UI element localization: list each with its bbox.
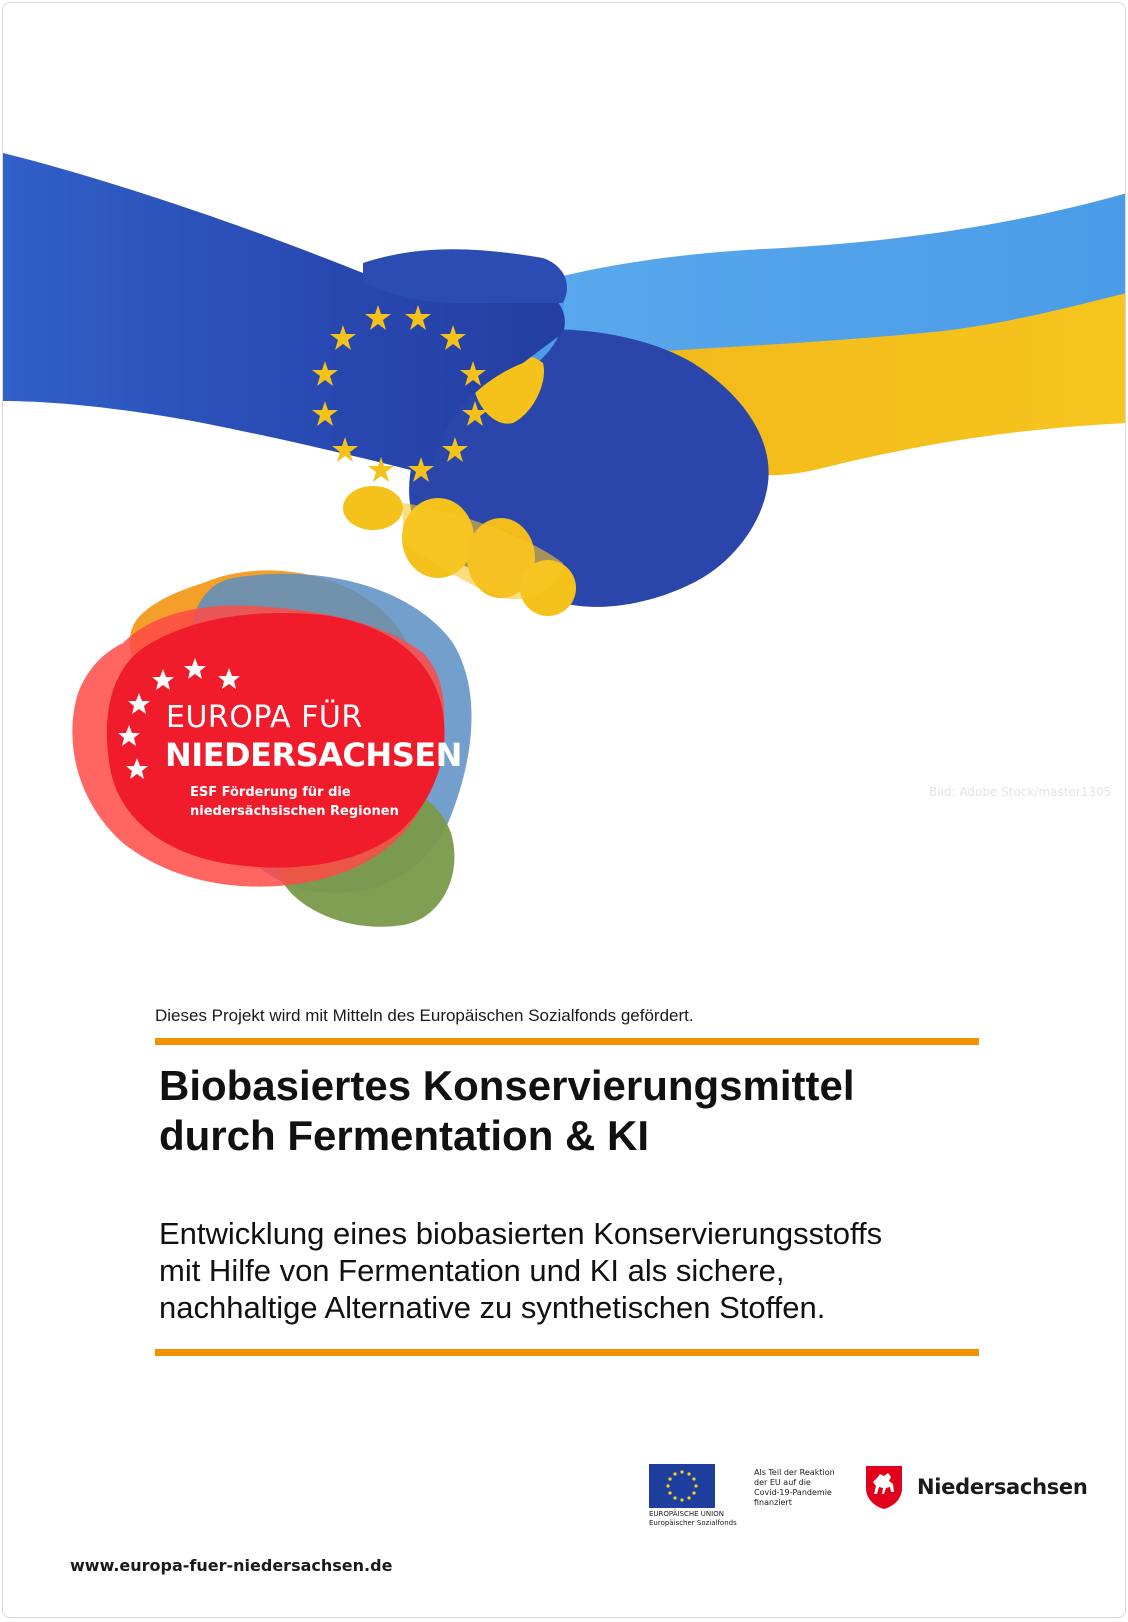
image-credit: Bild: Adobe Stock/master1305 [929, 785, 1112, 799]
eu-caption-fund: Europäischer Sozialfonds [649, 1519, 737, 1527]
covid-funding-note [754, 1468, 849, 1508]
covid-line2: der EU auf die [754, 1478, 811, 1487]
niedersachsen-crest-icon [864, 1464, 904, 1510]
eu-caption-union: EUROPÄISCHE UNION [649, 1510, 724, 1518]
covid-line1: Als Teil der Reaktion [754, 1468, 835, 1477]
project-title-line1: Biobasiertes Konservierungsmittel [159, 1062, 855, 1109]
covid-line4: finanziert [754, 1498, 792, 1507]
handshake-image [3, 3, 1126, 963]
orange-divider-top [155, 1038, 979, 1045]
hero-image [3, 3, 1126, 963]
project-title-line2: durch Fermentation & KI [159, 1112, 650, 1159]
eu-flag-icon [649, 1464, 715, 1508]
project-description-line3: nachhaltige Alternative zu synthetischen Stoffen. [159, 1290, 826, 1325]
orange-divider-bottom [155, 1349, 979, 1356]
website-url[interactable]: www.europa-fuer-niedersachsen.de [70, 1556, 393, 1575]
logo-subtitle-line2: niedersächsischen Regionen [190, 804, 399, 819]
poster [2, 2, 1126, 1618]
logo-subtitle-line1: ESF Förderung für die [190, 785, 351, 800]
state-name: Niedersachsen [917, 1475, 1088, 1499]
project-description [159, 1215, 979, 1326]
logo-title-line1: EUROPA FÜR [166, 700, 363, 735]
project-title [159, 1061, 979, 1161]
project-description-line1: Entwicklung eines biobasierten Konservierungsstoffs [159, 1216, 883, 1251]
logo-title-line2: NIEDERSACHSEN [165, 736, 462, 774]
project-description-line2: mit Hilfe von Fermentation und KI als sichere, [159, 1253, 785, 1288]
covid-line3: Covid-19-Pandemie [754, 1488, 832, 1497]
funding-note: Dieses Projekt wird mit Mitteln des Europäischen Sozialfonds gefördert. [155, 1006, 694, 1025]
